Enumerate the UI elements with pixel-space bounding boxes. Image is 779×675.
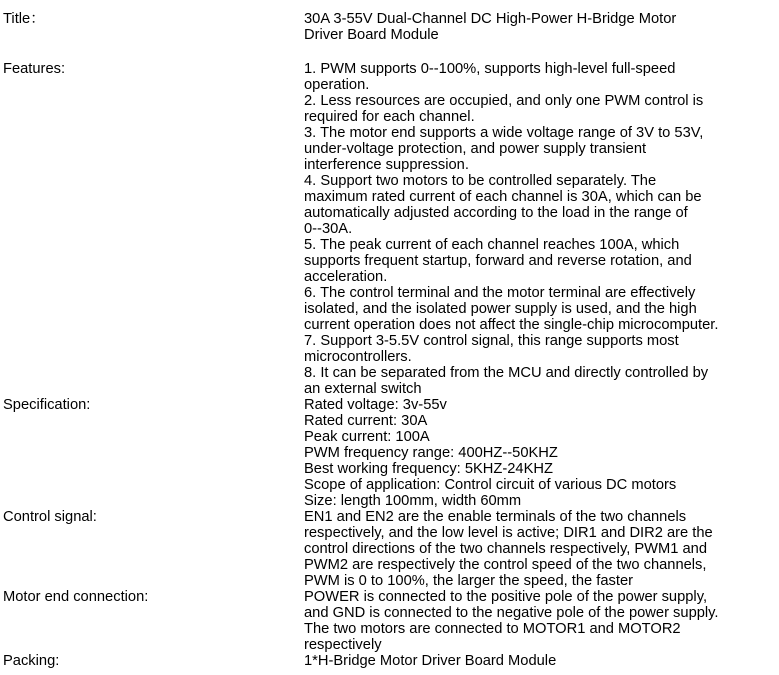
value-line: Peak current: 100A: [304, 429, 430, 445]
row-value-specification: [304, 397, 776, 509]
value-line: respectively, and the low level is active; DIR1 and DIR2 are the: [304, 525, 713, 541]
row-value-title: [304, 11, 776, 43]
value-line: 4. Support two motors to be controlled separately. The: [304, 173, 657, 189]
value-line: Best working frequency: 5KHZ-24KHZ: [304, 461, 553, 477]
row-label-specification: Specification:: [3, 397, 91, 413]
row-label-control-signal: Control signal:: [3, 509, 97, 525]
value-line: operation.: [304, 77, 370, 93]
value-line: 30A 3-55V Dual-Channel DC High-Power H-Bridge Motor: [304, 11, 677, 27]
value-line: and GND is connected to the negative pole of the power supply.: [304, 605, 719, 621]
value-line: POWER is connected to the positive pole of the power supply,: [304, 589, 708, 605]
value-line: maximum rated current of each channel is 30A, which can be: [304, 189, 702, 205]
value-line: current operation does not affect the single-chip microcomputer.: [304, 317, 719, 333]
value-line: isolated, and the isolated power supply is used, and the high: [304, 301, 697, 317]
value-line: Rated voltage: 3v-55v: [304, 397, 447, 413]
value-line: EN1 and EN2 are the enable terminals of the two channels: [304, 509, 687, 525]
value-line: 0--30A.: [304, 221, 353, 237]
value-line: The two motors are connected to MOTOR1 and MOTOR2: [304, 621, 681, 637]
row-value-motor-end-connection: [304, 589, 776, 653]
value-line: control directions of the two channels respectively, PWM1 and: [304, 541, 708, 557]
value-line: acceleration.: [304, 269, 388, 285]
row-value-packing: [304, 653, 776, 669]
value-line: respectively: [304, 637, 382, 653]
value-line: 5. The peak current of each channel reaches 100A, which: [304, 237, 680, 253]
value-line: under-voltage protection, and power supply transient: [304, 141, 647, 157]
row-label-packing: Packing:: [3, 653, 60, 669]
value-line: 8. It can be separated from the MCU and directly controlled by: [304, 365, 709, 381]
value-line: Driver Board Module: [304, 27, 439, 43]
value-line: Rated current: 30A: [304, 413, 428, 429]
row-value-features: [304, 61, 776, 397]
value-line: interference suppression.: [304, 157, 469, 173]
value-line: supports frequent startup, forward and reverse rotation, and: [304, 253, 692, 269]
value-line: 2. Less resources are occupied, and only one PWM control is: [304, 93, 704, 109]
value-line: 1. PWM supports 0--100%, supports high-level full-speed: [304, 61, 676, 77]
value-line: 3. The motor end supports a wide voltage range of 3V to 53V,: [304, 125, 704, 141]
value-line: PWM frequency range: 400HZ--50KHZ: [304, 445, 558, 461]
value-line: required for each channel.: [304, 109, 475, 125]
value-line: 7. Support 3-5.5V control signal, this range supports most: [304, 333, 679, 349]
value-line: 6. The control terminal and the motor terminal are effectively: [304, 285, 696, 301]
row-value-control-signal: [304, 509, 776, 589]
row-label-features: Features:: [3, 61, 66, 77]
value-line: an external switch: [304, 381, 422, 397]
value-line: microcontrollers.: [304, 349, 412, 365]
value-line: Size: length 100mm, width 60mm: [304, 493, 522, 509]
value-line: automatically adjusted according to the load in the range of: [304, 205, 688, 221]
value-line: PWM2 are respectively the control speed of the two channels,: [304, 557, 707, 573]
value-line: Scope of application: Control circuit of various DC motors: [304, 477, 677, 493]
value-line: 1*H-Bridge Motor Driver Board Module: [304, 653, 557, 669]
value-line: PWM is 0 to 100%, the larger the speed, the faster: [304, 573, 634, 589]
row-label-motor-end-connection: Motor end connection:: [3, 589, 149, 605]
row-label-title: Title：: [3, 11, 45, 27]
